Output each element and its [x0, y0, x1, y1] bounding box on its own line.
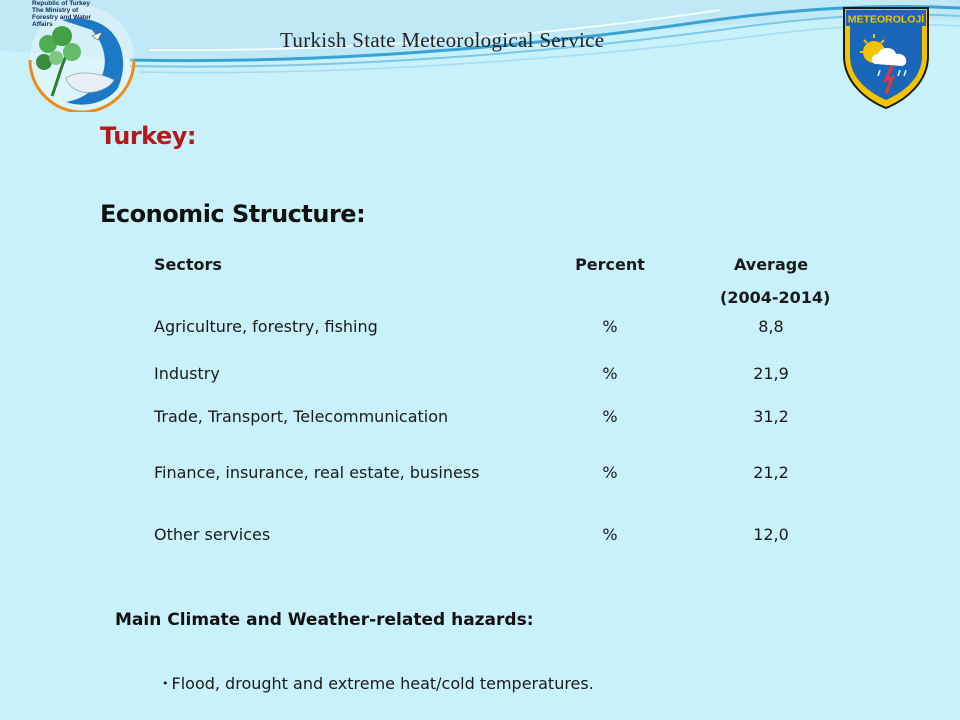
column-header-sectors: Sectors: [154, 255, 222, 274]
table-row-value: 21,2: [753, 463, 789, 482]
table-row-unit: %: [602, 463, 618, 482]
table-row-value: 21,9: [753, 364, 789, 383]
column-header-average: Average: [733, 255, 809, 274]
table-row-value: 31,2: [753, 407, 789, 426]
column-header-average-period: (2004-2014): [720, 288, 831, 307]
hazard-bullet-item: [162, 674, 594, 693]
table-row-value: 8,8: [758, 317, 784, 336]
table-row-sector: Other services: [154, 525, 271, 544]
ministry-logo-text: Republic of Turkey The Ministry of Forestry and Water Affairs: [32, 0, 91, 28]
table-row-unit: %: [602, 364, 618, 383]
organization-title: Turkish State Meteorological Service: [280, 28, 605, 52]
table-row-unit: %: [602, 407, 618, 426]
header-wave-decoration: [0, 0, 960, 140]
column-header-percent: Percent: [575, 255, 645, 274]
hazard-bullet-text: Flood, drought and extreme heat/cold temperatures.: [171, 674, 594, 693]
table-row-unit: %: [602, 525, 618, 544]
table-row-sector: Finance, insurance, real estate, business: [154, 463, 480, 482]
bullet-icon: •: [162, 677, 169, 690]
section-heading: Economic Structure:: [100, 200, 366, 228]
table-row-sector: Trade, Transport, Telecommunication: [154, 407, 449, 426]
table-row-unit: %: [602, 317, 618, 336]
svg-text:METEOROLOJİ: METEOROLOJİ: [847, 13, 925, 26]
table-row-value: 12,0: [753, 525, 789, 544]
table-row-sector: Agriculture, forestry, fishing: [154, 317, 378, 336]
meteoroloji-logo: [840, 4, 932, 110]
table-row-sector: Industry: [154, 364, 220, 383]
hazards-heading: Main Climate and Weather-related hazards:: [115, 610, 534, 630]
country-heading: Turkey:: [100, 122, 196, 150]
